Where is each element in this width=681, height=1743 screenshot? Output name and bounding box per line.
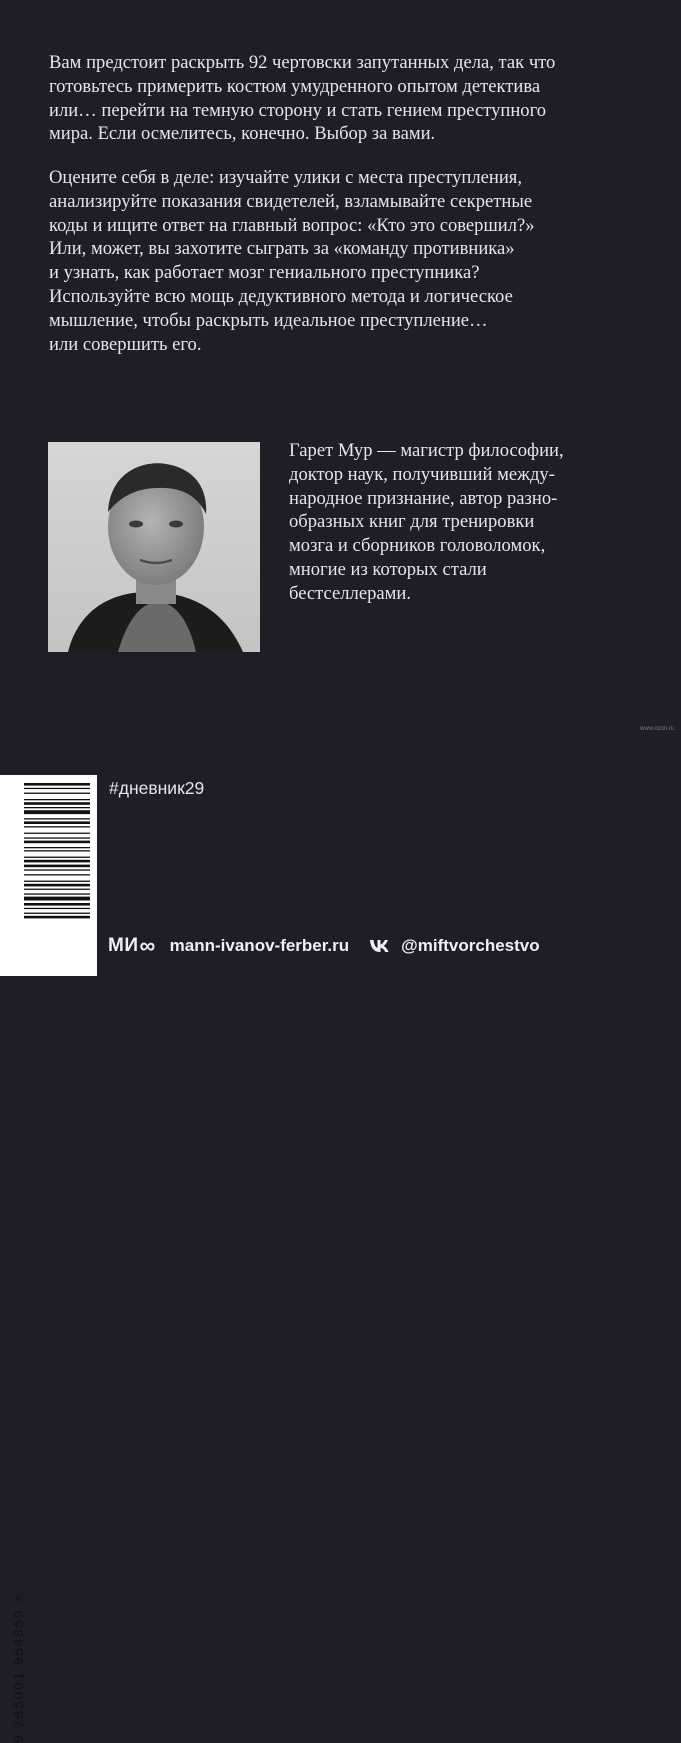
- text-line: Используйте всю мощь дедуктивного метода и логическое: [49, 285, 513, 307]
- text-line: Гарет Мур — магистр философии,: [289, 440, 564, 461]
- text-line: народное признание, автор разно-: [289, 487, 558, 509]
- description-paragraph-1: [49, 51, 649, 146]
- text-line: доктор наук, получивший между-: [289, 463, 555, 485]
- publisher-logo: [108, 933, 156, 959]
- social-handle[interactable]: @miftvorchestvo: [401, 936, 540, 955]
- text-line: бестселлерами.: [289, 582, 411, 604]
- vk-icon[interactable]: [369, 939, 391, 953]
- text-line: многие из которых стали: [289, 558, 487, 580]
- barcode-bars: [0, 775, 97, 976]
- hashtag: #дневник29: [109, 778, 205, 798]
- author-bio: [289, 439, 649, 606]
- text-line: Или, может, вы захотите сыграть за «команду противника»: [49, 238, 515, 260]
- logo-text: МИ: [108, 935, 139, 956]
- watermark: www.ozon.ru: [640, 726, 675, 732]
- text-line: Вам предстоит раскрыть 92 чертовски запутанных дела, так что: [49, 52, 556, 73]
- text-line: или… перейти на темную сторону и стать гением преступного: [49, 99, 547, 121]
- text-line: мышление, чтобы раскрыть идеальное преступление…: [49, 309, 488, 331]
- text-line: мира. Если осмелитесь, конечно. Выбор за вами.: [49, 123, 436, 145]
- infinity-icon: ∞: [139, 933, 156, 958]
- website-link[interactable]: mann-ivanov-ferber.ru: [169, 936, 350, 955]
- publisher-footer: [108, 933, 540, 959]
- text-line: коды и ищите ответ на главный вопрос: «Кто это совершил?»: [49, 214, 535, 236]
- text-line: Оцените себя в деле: изучайте улики с места преступления,: [49, 167, 522, 188]
- author-photo: [48, 442, 260, 652]
- text-line: образных книг для тренировки: [289, 511, 535, 533]
- text-line: и узнать, как работает мозг гениального преступника?: [49, 262, 480, 284]
- text-line: мозга и сборников головоломок,: [289, 535, 546, 557]
- text-line: готовьтесь примерить костюм умудренного опытом детектива: [49, 75, 541, 97]
- text-line: или совершить его.: [49, 333, 202, 355]
- barcode: [0, 775, 97, 1743]
- description-paragraph-2: [49, 166, 649, 356]
- isbn-number: 9 785001 954859 >: [10, 1593, 26, 1743]
- text-line: анализируйте показания свидетелей, взламывайте секретные: [49, 190, 533, 212]
